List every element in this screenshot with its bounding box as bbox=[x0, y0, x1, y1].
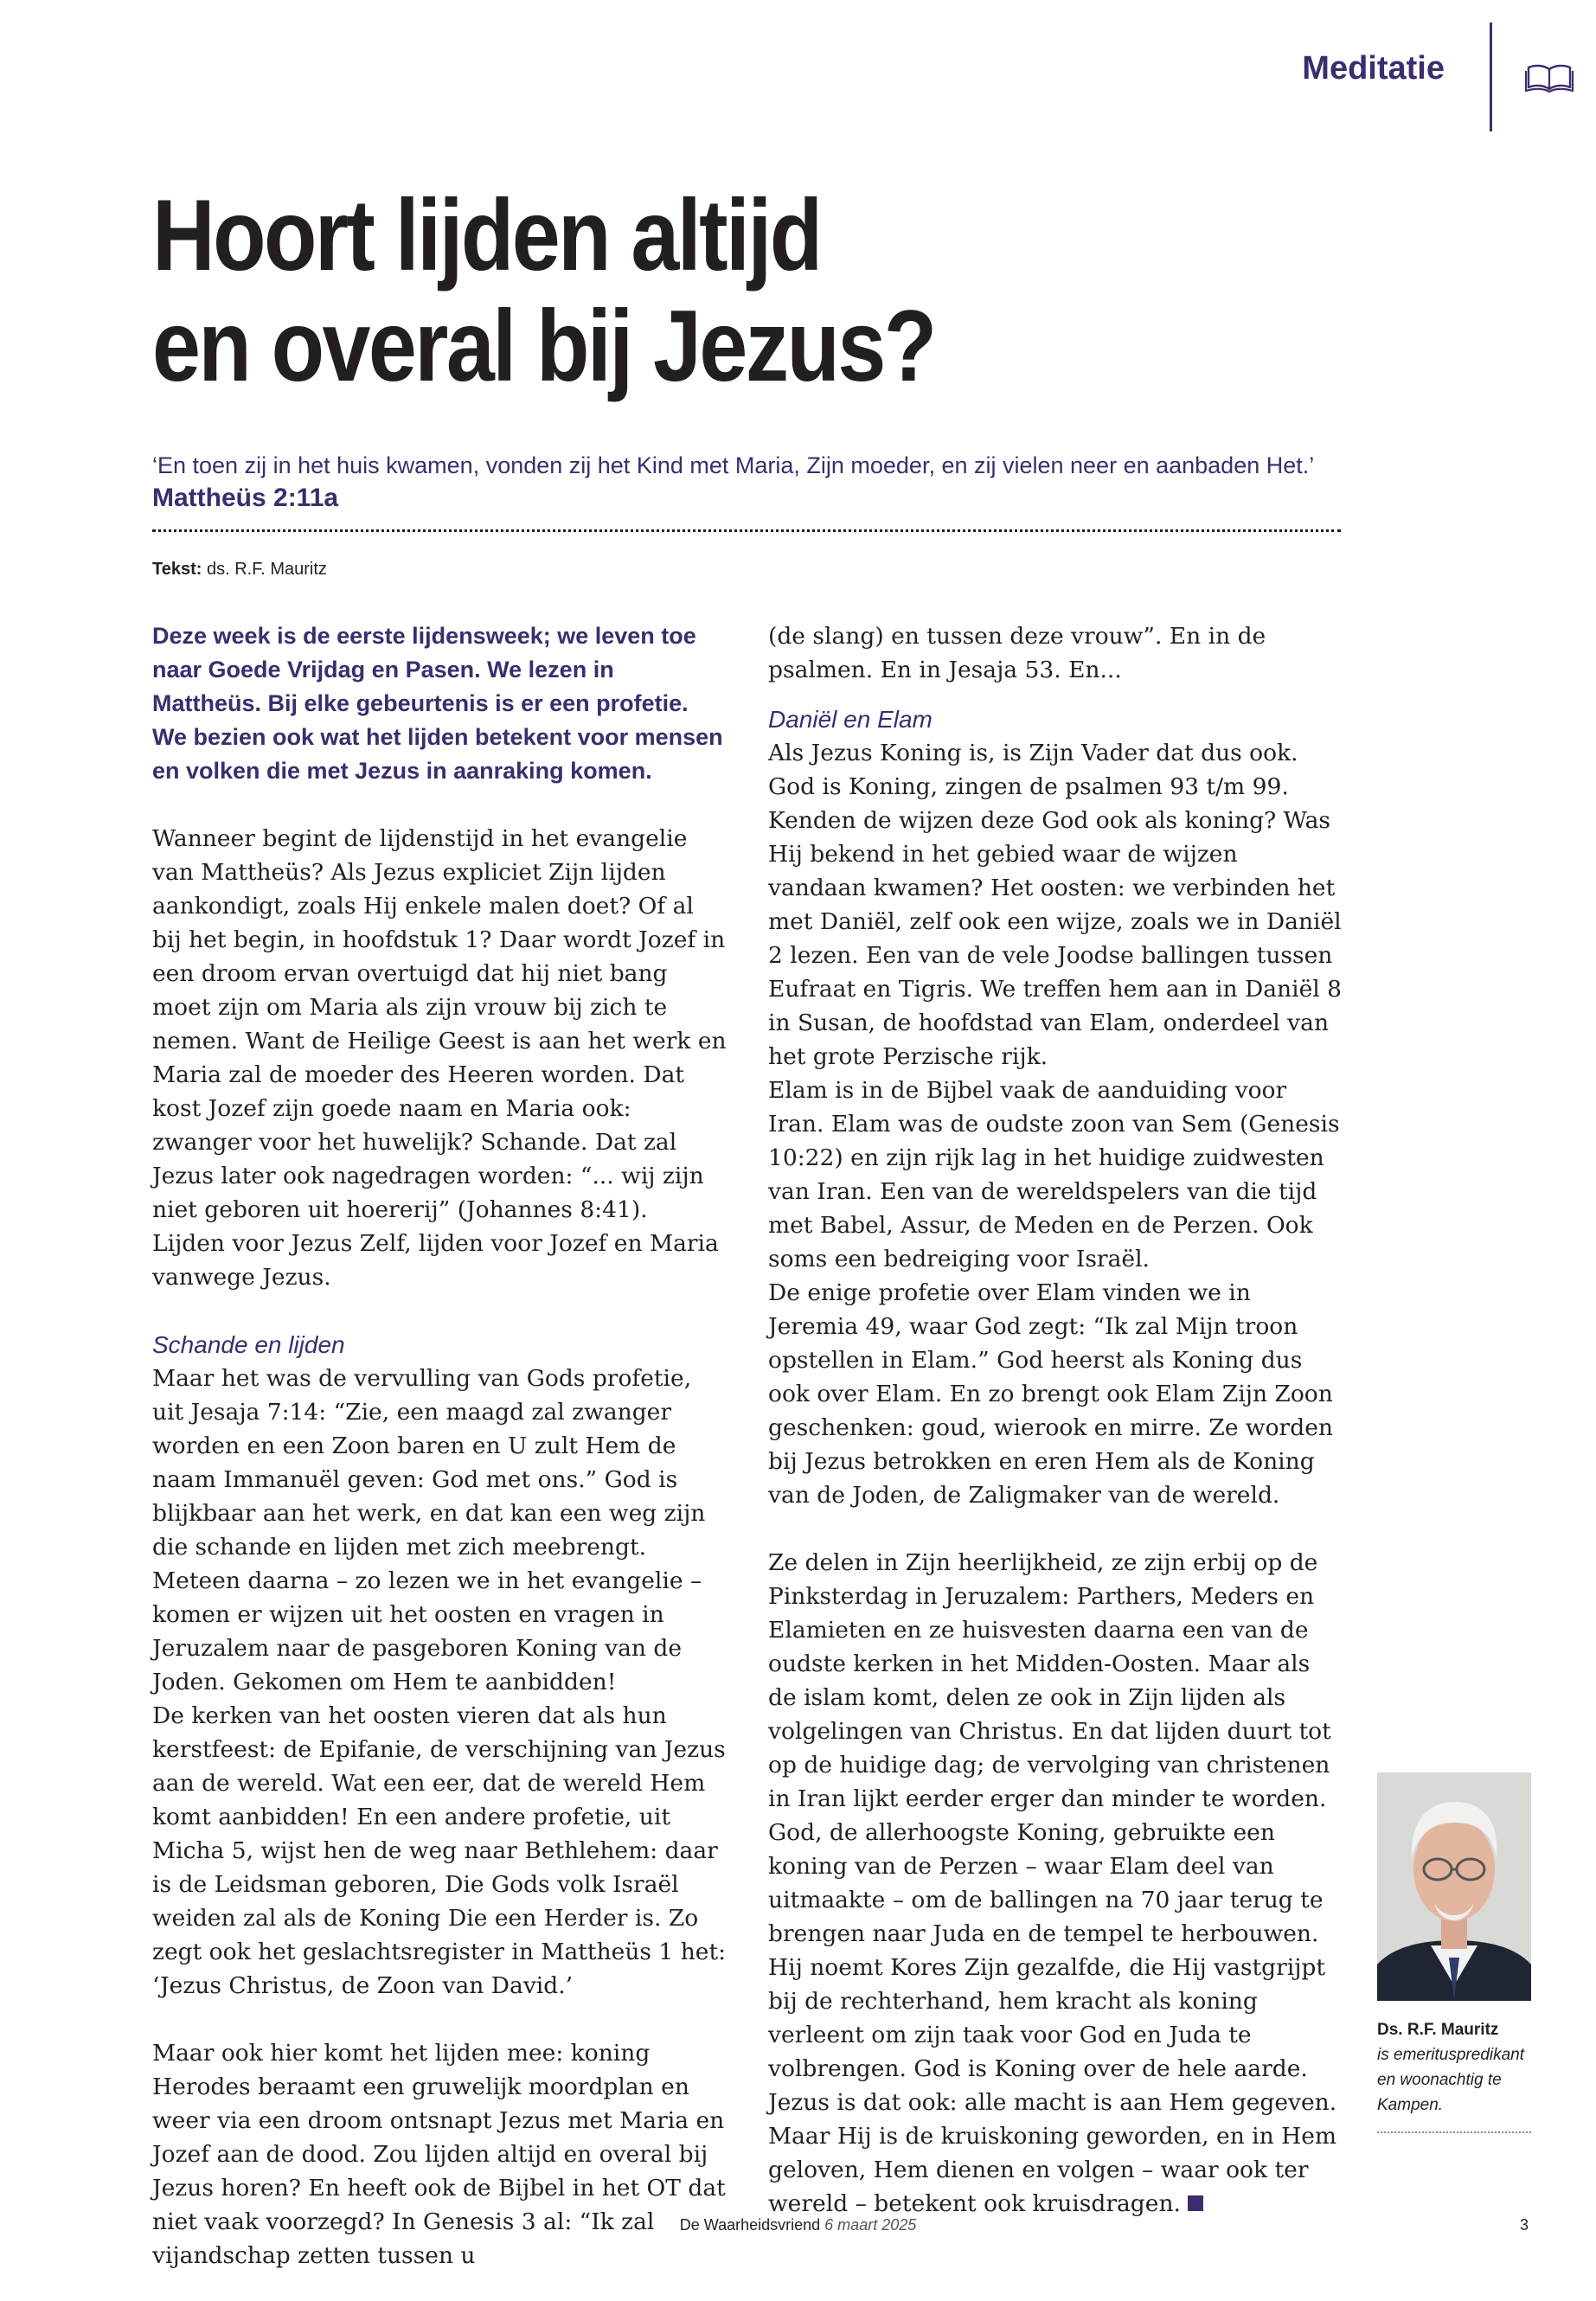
byline-label: Tekst: bbox=[152, 560, 202, 579]
article-column-2 bbox=[768, 619, 1343, 2221]
author-name: Ds. R.F. Mauritz bbox=[1377, 2021, 1499, 2039]
article-column-1 bbox=[152, 619, 727, 2272]
subheading: Schande en lijden bbox=[152, 1331, 345, 1358]
paragraph: Wanneer begint de lijdenstijd in het evangelie van Mattheüs? Als Jezus expliciet Zijn lijden aankondigt, zoals Hij enkele malen doet? Of al bij het begin, in hoofdstuk 1? Daar wordt Jozef in een droom ervan overtuigd dat hij niet bang moet zijn om Maria als zijn vrouw bij zich te nemen. Want de Heilige Geest is aan het werk en Maria zal de moeder des Heeren worden. Dat kost Jozef zijn goede naam en Maria ook: zwanger voor het huwelijk? Schande. Dat zal Jezus later ook nagedragen worden: “... wij zijn niet geboren uit hoererij” (Johannes 8:41). Lijden voor Jezus Zelf, lijden voor Jozef en Maria vanwege Jezus. bbox=[152, 825, 727, 1291]
bible-verse bbox=[152, 450, 1389, 514]
page-footer bbox=[0, 2216, 1596, 2234]
author-caption bbox=[1377, 2017, 1537, 2118]
section-label: Meditatie bbox=[1302, 50, 1445, 87]
article-intro: Deze week is de eerste lijdensweek; we leven toe naar Goede Vrijdag en Pasen. We lezen in Mattheüs. Bij elke gebeurtenis is er een profetie. We bezien ook wat het lijden betekent voor mensen en volken die met Jezus in aanraking komen. bbox=[152, 623, 723, 784]
paragraph: Maar het was de vervulling van Gods profetie, uit Jesaja 7:14: “Zie, een maagd zal zwanger worden en een Zoon baren en U zult Hem de naam Immanuël geven: God met ons.” God is blijkbaar aan het werk, en dat kan een weg zijn die schande en lijden met zich meebrengt. bbox=[152, 1365, 706, 1561]
paragraph: Ze delen in Zijn heerlijkheid, ze zijn erbij op de Pinksterdag in Jeruzalem: Parthers, Meders en Elamieten en ze huisvesten daarna een van de oudste kerken in het Midden-Oosten. Maar als de islam komt, delen ze ook in Zijn lijden als volgelingen van Christus. En dat lijden duurt tot op de huidige dag; de vervolging van christenen in Iran lijkt eerder erger dan minder te worden. bbox=[768, 1549, 1331, 1812]
article-title bbox=[152, 180, 1194, 401]
verse-reference: Mattheüs 2:11a bbox=[152, 484, 339, 512]
subheading: Daniël en Elam bbox=[768, 706, 933, 733]
paragraph-text: God, de allerhoogste Koning, gebruikte een koning van de Perzen – waar Elam deel van uitmaakte – om de ballingen na 70 jaar terug te brengen naar Juda en de tempel te herbouwen. Hij noemt Kores Zijn gezalfde, die Hij vastgrijpt bij de rechterhand, hem kracht als koning verleent om zijn taak voor God en Juda te volbrengen. God is Koning over de hele aarde. Jezus is dat ook: alle macht is aan Hem gegeven. Maar Hij is de kruiskoning geworden, en in Hem geloven, Hem dienen en volgen – waar ook ter wereld – betekent ook kruisdragen. bbox=[768, 1819, 1337, 2217]
paragraph: De kerken van het oosten vieren dat als hun kerstfeest: de Epifanie, de verschijning van Jezus aan de wereld. Wat een eer, dat de wereld Hem komt aanbidden! En een andere profetie, uit Micha 5, wijst hen de weg naar Bethlehem: daar is de Leidsman geboren, Die Gods volk Israël weiden zal als de Koning Die een Herder is. Zo zegt ook het geslachtsregister in Mattheüs 1 het: ‘Jezus Christus, de Zoon van David.’ bbox=[152, 1702, 727, 1999]
paragraph: (de slang) en tussen deze vrouw”. En in de psalmen. En in Jesaja 53. En... bbox=[768, 623, 1266, 683]
paragraph: Kenden de wijzen deze God ook als koning? Was Hij bekend in het gebied waar de wijzen vandaan kwamen? Het oosten: we verbinden het met Daniël, zelf ook een wijze, zoals we in Daniël 2 lezen. Een van de vele Joodse ballingen tussen Eufraat en Tigris. We treffen hem aan in Daniël 8 in Susan, de hoofdstad van Elam, onderdeel van het grote Perzische rijk. bbox=[768, 807, 1343, 1070]
byline bbox=[152, 560, 327, 580]
paragraph: Elam is in de Bijbel vaak de aanduiding voor Iran. Elam was de oudste zoon van Sem (Genesis 10:22) en zijn rijk lag in het huidige zuidwesten van Iran. Een van de wereldspelers van die tijd met Babel, Assur, de Meden en de Perzen. Ook soms een bedreiging voor Israël. bbox=[768, 1077, 1340, 1272]
paragraph: Als Jezus Koning is, is Zijn Vader dat dus ook. God is Koning, zingen de psalmen 93 t/m 99. bbox=[768, 740, 1298, 800]
byline-author: ds. R.F. Mauritz bbox=[206, 560, 327, 579]
author-photo bbox=[1377, 1772, 1531, 2001]
final-paragraph bbox=[768, 1816, 1343, 2221]
paragraph: Maar ook hier komt het lijden mee: koning Herodes beraamt een gruwelijk moordplan en weer via een droom ontsnapt Jezus met Maria en Jozef aan de dood. Zou lijden altijd en overal bij Jezus horen? En heeft ook de Bijbel in het OT dat niet vaak voorzegd? In Genesis 3 al: “Ik zal vijandschap zetten tussen u bbox=[152, 2040, 726, 2269]
title-line-2: en overal bij Jezus? bbox=[152, 289, 935, 402]
dotted-divider bbox=[152, 529, 1341, 532]
end-mark-icon bbox=[1188, 2195, 1203, 2211]
issue-date: 6 maart 2025 bbox=[824, 2216, 917, 2234]
paragraph: De enige profetie over Elam vinden we in Jeremia 49, waar God zegt: “Ik zal Mijn troon opstellen in Elam.” God heerst als Koning dus ook over Elam. En zo brengt ook Elam Zijn Zoon geschenken: goud, wierook en mirre. Ze worden bij Jezus betrokken en eren Hem als de Koning van de Joden, de Zaligmaker van de wereld. bbox=[768, 1279, 1333, 1509]
title-line-1: Hoort lijden altijd bbox=[152, 178, 821, 292]
paragraph: Meteen daarna – zo lezen we in het evangelie – komen er wijzen uit het oosten en vragen in Jeruzalem naar de pasgeboren Koning van de Joden. Gekomen om Hem te aanbidden! bbox=[152, 1567, 702, 1695]
book-icon bbox=[1524, 62, 1574, 93]
header-divider bbox=[1490, 22, 1492, 131]
page-number: 3 bbox=[1520, 2216, 1529, 2234]
verse-text: ‘En toen zij in het huis kwamen, vonden zij het Kind met Maria, Zijn moeder, en zij vielen neer en aanbaden Het.’ bbox=[152, 452, 1315, 478]
publication-name: De Waarheidsvriend bbox=[679, 2216, 821, 2234]
caption-divider bbox=[1377, 2131, 1531, 2133]
author-bio: is emerituspredikant en woonachtig te Kampen. bbox=[1377, 2046, 1525, 2114]
